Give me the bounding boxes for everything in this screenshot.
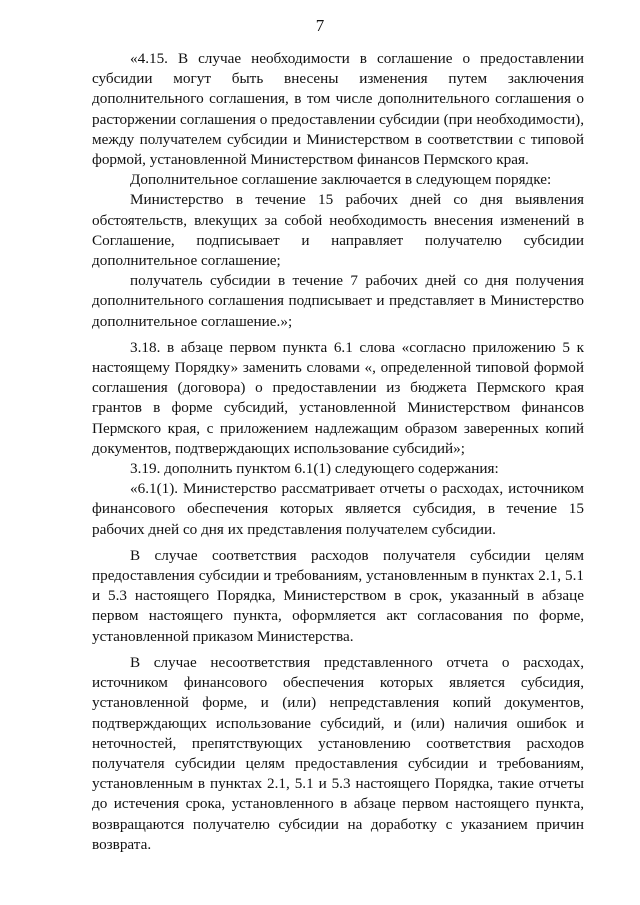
page-number: 7 [315, 16, 325, 35]
paragraph-3-18: 3.18. в абзаце первом пункта 6.1 слова «согласно приложению 5 к настоящему Порядку» заменить словами «, определенной типовой формой соглашения (договора) о предоставлении из бюджета Пермского края грантов в форме субсидий, установленной Министерством финансов Пермского края, с приложением надлежащим образом заверенных копий документов, подтверждающих использование субсидий»; [92, 338, 584, 457]
paragraph-6-1-1: «6.1(1). Министерство рассматривает отчеты о расходах, источником финансового обеспечения которых является субсидия, в течение 15 рабочих дней со дня их представления получателем субсидии. [92, 480, 584, 538]
paragraph-compliance: В случае соответствия расходов получателя субсидии целям предоставления субсидии и требованиям, установленным в пунктах 2.1, 5.1 и 5.3 настоящего Порядка, Министерством в срок, указанный в абзаце первом настоящего пункта, оформляется акт согласования по форме, установленной приказом Министерства. [92, 546, 584, 645]
paragraph-noncompliance: В случае несоответствия представленного отчета о расходах, источником финансового обеспечения которых является субсидия, установленной форме, и (или) непредставления копий документов, подтверждающих использование субсидий, и (или) наличия ошибок и неточностей, препятствующих установлению соответствия расходов получателя субсидии целям предоставления субсидии и требованиям, установленным в пунктах 2.1, 5.1 и 5.3 настоящего Порядка, такие отчеты до истечения срока, установленного в абзаце первом настоящего пункта, возвращаются получателю субсидии на доработку с указанием причин возврата. [92, 653, 584, 853]
paragraph-procedure-intro: Дополнительное соглашение заключается в следующем порядке: [130, 171, 552, 189]
paragraph-ministry-term: Министерство в течение 15 рабочих дней со дня выявления обстоятельств, влекущих за собой необходимость внесения изменений в Соглашение, подписывает и направляет получателю субсидии дополнительное соглашение; [92, 191, 584, 270]
paragraph-recipient-term: получатель субсидии в течение 7 рабочих дней со дня получения дополнительного соглашения подписывает и представляет в Министерство дополнительное соглашение.»; [92, 272, 584, 330]
paragraph-3-19: 3.19. дополнить пунктом 6.1(1) следующего содержания: [130, 460, 499, 478]
paragraph-4-15: «4.15. В случае необходимости в соглашение о предоставлении субсидии могут быть внесены изменения путем заключения дополнительного соглашения, в том числе дополнительного соглашения о расторжении соглашения о предоставлении субсидии (при необходимости), между получателем субсидии и Министерством в соответствии с типовой формой, установленной Министерством финансов Пермского края. [92, 50, 584, 169]
document-body [92, 49, 584, 855]
